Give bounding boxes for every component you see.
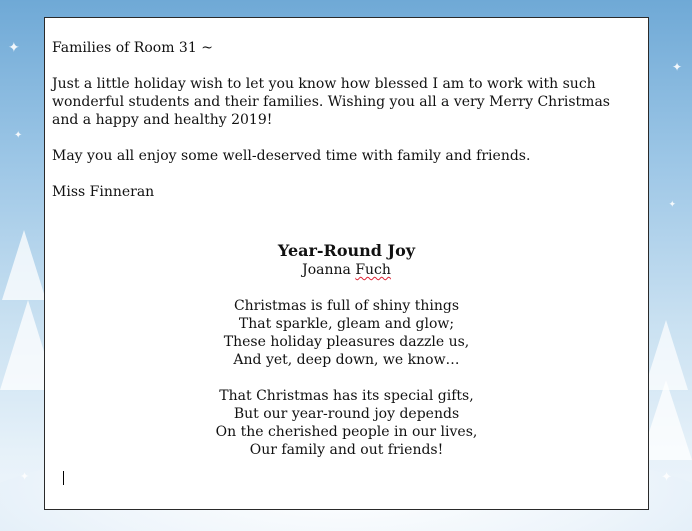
- sparkle-icon: ✦: [20, 470, 30, 483]
- sparkle-icon: ✦: [671, 60, 682, 74]
- document-page[interactable]: [44, 17, 649, 510]
- poem-stanza: [45, 387, 648, 459]
- poem-line: That Christmas has its special gifts,: [219, 388, 474, 404]
- poem-title: Year-Round Joy: [277, 241, 416, 260]
- poem-line: And yet, deep down, we know…: [233, 352, 460, 368]
- letter-paragraph: May you all enjoy some well-deserved time with family and friends.: [52, 148, 531, 164]
- letter-signature: Miss Finneran: [52, 184, 155, 200]
- poem-stanza: [45, 297, 648, 369]
- poem-author-first: Joanna: [302, 262, 351, 278]
- poem-line: But our year-round joy depends: [233, 406, 460, 422]
- poem-author-last: Fuch: [355, 262, 391, 278]
- poem-line: Our family and out friends!: [249, 442, 444, 458]
- poem-author: [45, 261, 648, 279]
- snowy-tree: [2, 230, 46, 300]
- poem-line: Christmas is full of shiny things: [233, 298, 460, 314]
- poem-line: On the cherished people in our lives,: [215, 424, 478, 440]
- poem: [45, 241, 648, 459]
- letter-greeting: Families of Room 31 ~: [52, 40, 213, 56]
- sparkle-icon: ✦: [8, 40, 20, 56]
- text-cursor: [63, 471, 64, 485]
- sparkle-icon: ✦: [661, 470, 672, 485]
- sparkle-icon: ✦: [668, 200, 676, 210]
- letter: [52, 39, 642, 219]
- poem-line: These holiday pleasures dazzle us,: [223, 334, 470, 350]
- poem-line: That sparkle, gleam and glow;: [238, 316, 455, 332]
- letter-paragraph: Just a little holiday wish to let you know how blessed I am to work with such wonderful students and their families. Wishing you all a very Merry Christmas and a happy and healthy 2019!: [52, 76, 610, 128]
- sparkle-icon: ✦: [14, 130, 23, 141]
